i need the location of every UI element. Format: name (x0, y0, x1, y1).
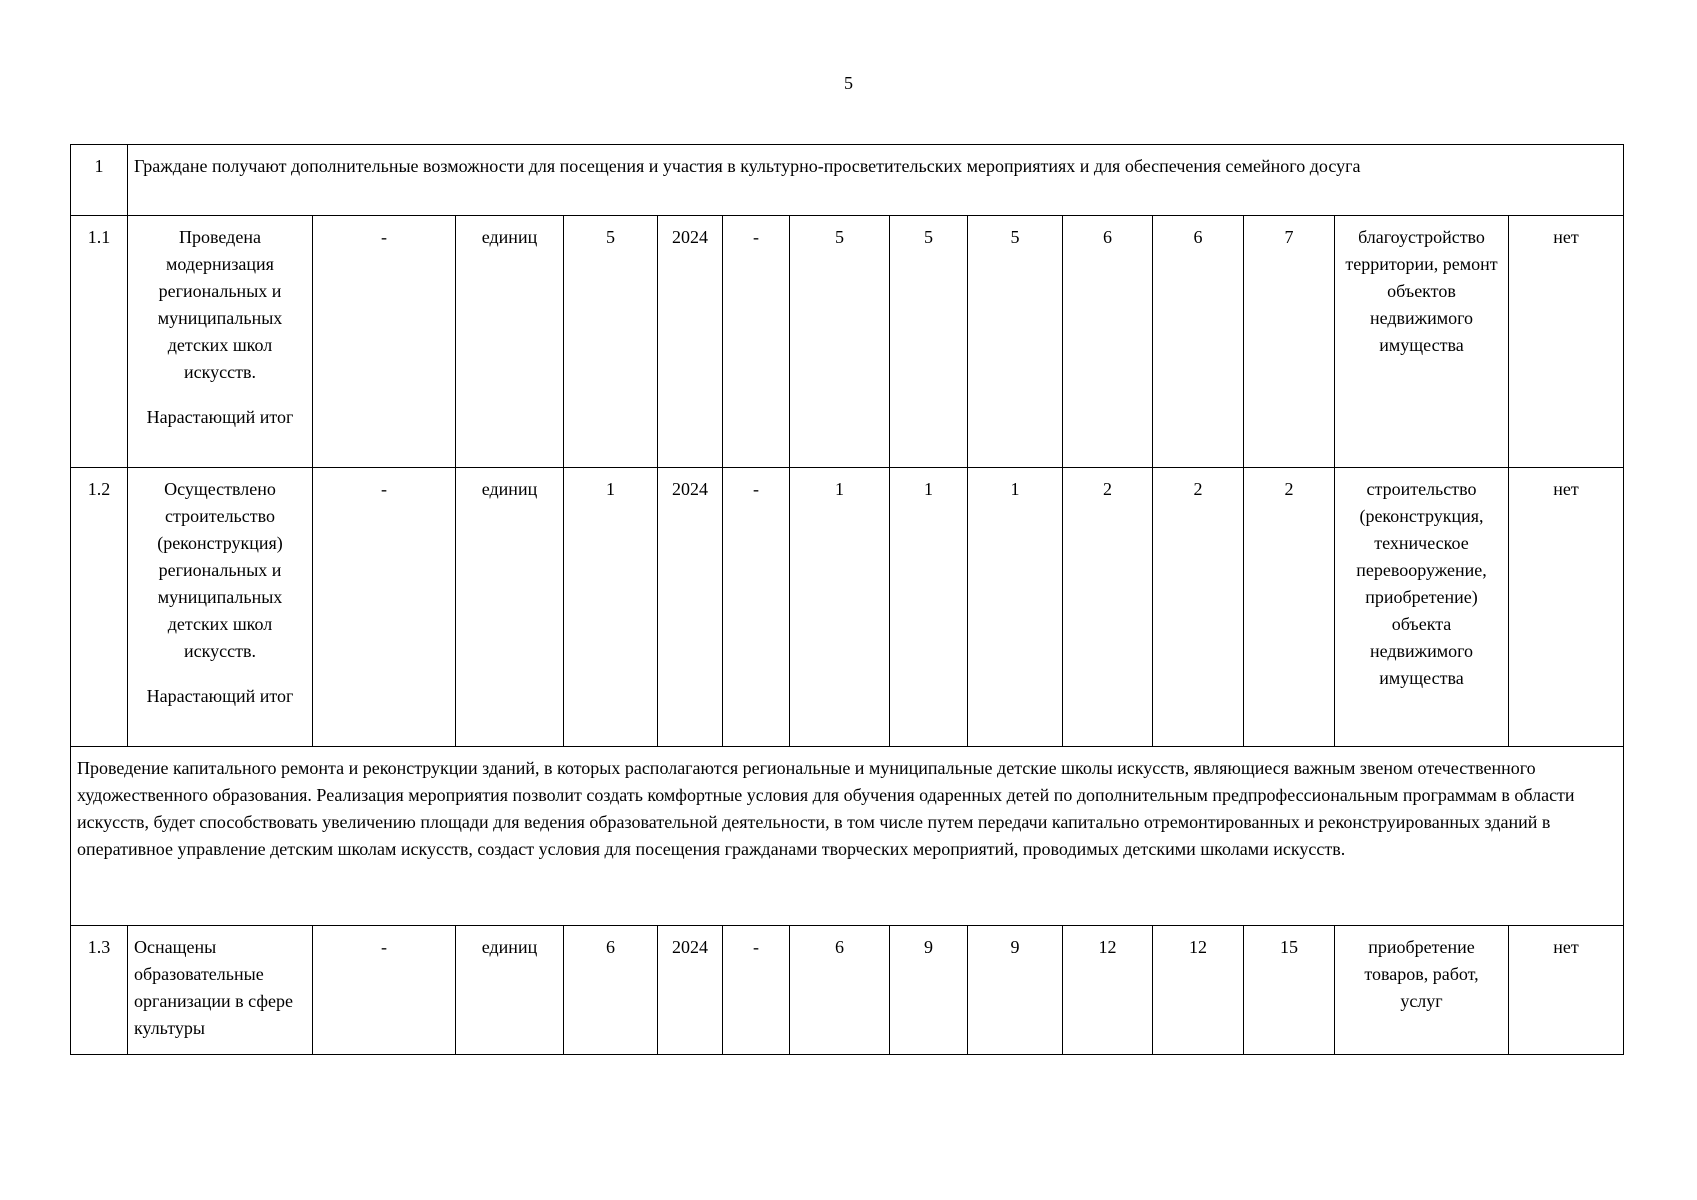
row-number: 1.1 (71, 216, 128, 468)
cell-dash: - (313, 926, 456, 1055)
cell-value: 12 (1063, 926, 1153, 1055)
indicator-name-text: Проведена модернизация региональных и муниципальных детских школ искусств. (157, 227, 283, 382)
cell-value: 6 (790, 926, 890, 1055)
cell-type: строительство (реконструкция, техническое перевооружение, приобретение) объекта недвижимого имущества (1335, 468, 1509, 747)
cell-value: 5 (890, 216, 968, 468)
cell-value: 2 (1153, 468, 1244, 747)
cell-type: благоустройство территории, ремонт объектов недвижимого имущества (1335, 216, 1509, 468)
indicator-name: Оснащены образовательные организации в сфере культуры (128, 926, 313, 1055)
cell-unit: единиц (456, 926, 564, 1055)
cell-base-year: 2024 (658, 468, 723, 747)
section-number: 1 (71, 145, 128, 216)
cell-value: 9 (890, 926, 968, 1055)
description-text: Проведение капитального ремонта и реконструкции зданий, в которых располагаются региональные и муниципальные детские школы искусств, являющиеся важным звеном отечественного художественного образования. Реализация мероприятия позволит создать комфортные условия для обучения одаренных детей по дополнительным предпрофессиональным программам в области искусств, будет способствовать увеличению площади для ведения образовательной деятельности, в том числе путем передачи капитально отремонтированных и реконструированных зданий в оперативное управление детским школам искусств, создаст условия для посещения гражданами творческих мероприятий, проводимых детскими школами искусств. (71, 747, 1624, 926)
cell-value: 15 (1244, 926, 1335, 1055)
cell-dash: - (313, 216, 456, 468)
cell-last: нет (1509, 216, 1624, 468)
section-row (71, 145, 1624, 216)
cell-last: нет (1509, 468, 1624, 747)
cumulative-label: Нарастающий итог (146, 407, 294, 427)
section-title: Граждане получают дополнительные возможности для посещения и участия в культурно-просветительских мероприятиях и для обеспечения семейного досуга (128, 145, 1624, 216)
cell-value: 9 (968, 926, 1063, 1055)
description-row (71, 747, 1624, 926)
indicator-name (128, 216, 313, 468)
cell-base-value: 6 (564, 926, 658, 1055)
cell-base-year: 2024 (658, 216, 723, 468)
cell-value: 7 (1244, 216, 1335, 468)
row-number: 1.3 (71, 926, 128, 1055)
cell-dash: - (723, 216, 790, 468)
cell-unit: единиц (456, 468, 564, 747)
cell-value: 6 (1153, 216, 1244, 468)
cell-base-year: 2024 (658, 926, 723, 1055)
indicator-name-text: Осуществлено строительство (реконструкция) региональных и муниципальных детских школ искусств. (157, 479, 283, 661)
cell-base-value: 5 (564, 216, 658, 468)
cell-last: нет (1509, 926, 1624, 1055)
cell-value: 12 (1153, 926, 1244, 1055)
cell-value: 6 (1063, 216, 1153, 468)
page-number: 5 (844, 73, 853, 93)
cell-value: 5 (790, 216, 890, 468)
cell-dash: - (723, 926, 790, 1055)
cell-type: приобретение товаров, работ, услуг (1335, 926, 1509, 1055)
cell-value: 1 (790, 468, 890, 747)
cell-value: 5 (968, 216, 1063, 468)
cell-dash: - (313, 468, 456, 747)
results-table (70, 144, 1624, 1055)
indicator-name (128, 468, 313, 747)
cell-value: 1 (968, 468, 1063, 747)
cell-unit: единиц (456, 216, 564, 468)
cell-value: 2 (1244, 468, 1335, 747)
row-number: 1.2 (71, 468, 128, 747)
cell-value: 2 (1063, 468, 1153, 747)
cumulative-label: Нарастающий итог (146, 686, 294, 706)
cell-base-value: 1 (564, 468, 658, 747)
cell-dash: - (723, 468, 790, 747)
table-row (71, 468, 1624, 747)
table-row (71, 216, 1624, 468)
table-row (71, 926, 1624, 1055)
cell-value: 1 (890, 468, 968, 747)
